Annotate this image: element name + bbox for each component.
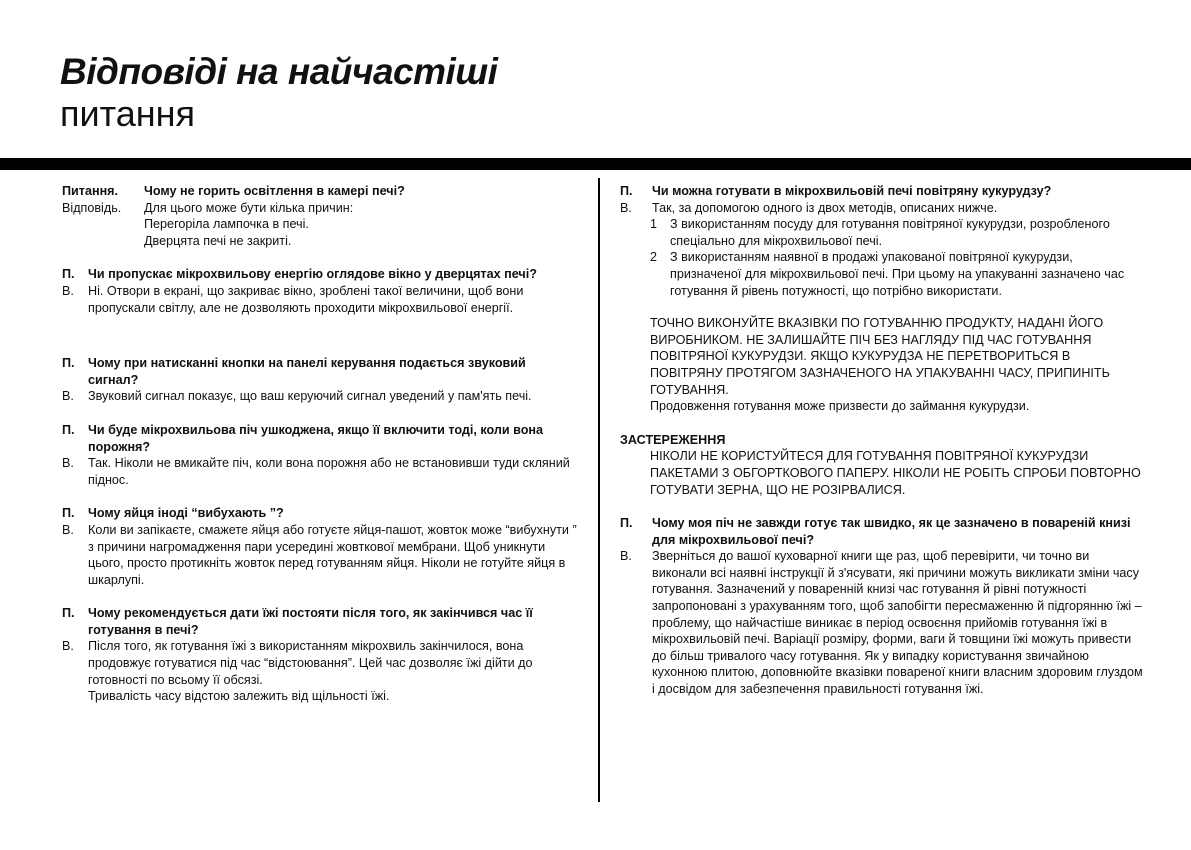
question-text: Чому при натисканні кнопки на панелі керування подається звуковий сигнал? <box>88 356 526 387</box>
answer <box>62 388 577 405</box>
answer-text: Звуковий сигнал показує, що ваш керуючий сигнал уведений у пам'ять печі. <box>88 389 532 404</box>
question-label: П. <box>62 422 75 437</box>
left-column <box>62 183 577 722</box>
question-text: Чому яйця іноді “вибухають ”? <box>88 506 284 521</box>
answer <box>620 200 1145 217</box>
answer <box>62 638 577 688</box>
question-label: П. <box>620 516 633 531</box>
answer <box>62 522 577 588</box>
question-text: Чому рекомендується дати їжі постояти після того, як закінчився час її готування в печі? <box>88 606 533 637</box>
answer-text: Для цього може бути кілька причин: <box>144 200 354 215</box>
qa-window <box>62 266 577 316</box>
question-label: П. <box>620 184 633 198</box>
answer-label: В. <box>620 549 632 564</box>
warning-section <box>620 432 1145 498</box>
list-item-number: 2 <box>650 250 658 265</box>
list-item <box>620 249 1145 299</box>
question-text: Чи буде мікрохвильова піч ушкоджена, якщо її включити тоді, коли вона порожня? <box>88 422 544 454</box>
list-item-text: З використанням посуду для готування повітряної кукурудзи, розробленого спеціально для мікрохвильової печі. <box>670 217 1110 248</box>
question-label: П. <box>62 506 75 521</box>
answer-label: В. <box>62 456 74 471</box>
question-label: Питання. <box>62 184 119 198</box>
answer-note: Тривалість часу відстою залежить від щільності їжі. <box>88 689 390 704</box>
list-item-number: 1 <box>650 217 658 232</box>
question <box>62 266 577 283</box>
question <box>62 422 577 455</box>
answer <box>62 200 577 217</box>
answer-text: Після того, як готування їжі з використанням мікрохвиль закінчилося, вона продовжує готуватися під час “відстоювання”. Цей час дозволяє їжі дійти до готовності по всьому її обсязі. <box>88 639 533 687</box>
answer-label: В. <box>620 200 632 215</box>
answer-label: В. <box>62 639 74 654</box>
list-item-text: З використанням наявної в продажі упакованої повітряної кукурудзи, призначеної для мікрохвильової печі. При цьому на упакуванні зазначено час готування й рівень потужності, що потрібно використати. <box>670 250 1125 298</box>
answer <box>62 283 577 316</box>
answer-text: Коли ви запікаєте, смажете яйця або готуєте яйця-пашот, жовток може “вибухнути ” з причини нагромадження пари усередині жовткової мембрани. Щоб уникнути цього, просто протикніть жовток перед готуванням яйця. Ніколи не готуйте яйця в шкарлупі. <box>88 522 577 587</box>
column-divider <box>598 178 600 802</box>
question <box>62 505 577 522</box>
answer-text: Зверніться до вашої куховарної книги ще раз, щоб перевірити, чи точно ви виконали всі наявні інструкції й з'ясувати, які причини можуть викликати зміни часу готування. Зазначений у поваренній книзі час готування й рівні потужності запропоновані з урахуванням того, щоб запобігти пересмаженню й підгорянню їжі – проблему, що найчастіше виникає в період освоєння прийомів готування їжі в мікрохвильовій печі. Варіації розміру, форми, ваги й товщини їжі можуть привести до більш тривалого часу готування. Як у випадку користування звичайною кухонною плитою, доповнюйте вказівки повареної книги власним здоровим глуздом і досвідом для забезпечення правильності готування їжі. <box>652 549 1143 697</box>
question-label: П. <box>62 267 75 282</box>
qa-beep <box>62 355 577 405</box>
answer-label: Відповідь. <box>62 200 122 215</box>
question-text: Чому не горить освітлення в камері печі? <box>144 184 405 198</box>
question <box>62 183 577 200</box>
answer-text: Так. Ніколи не вмикайте піч, коли вона порожня або не встановивши туди скляний піднос. <box>88 456 570 487</box>
qa-empty-oven <box>62 422 577 488</box>
answer <box>62 455 577 488</box>
answer-label: В. <box>62 389 74 404</box>
answer-label: В. <box>62 283 74 298</box>
question <box>620 515 1145 548</box>
right-column <box>620 183 1145 715</box>
question-text: Чому моя піч не завжди готує так швидко, як це зазначено в повареній книзі для мікрохвильової печі? <box>652 516 1131 547</box>
page-title <box>60 52 497 134</box>
warning-text: НІКОЛИ НЕ КОРИСТУЙТЕСЯ ДЛЯ ГОТУВАННЯ ПОВІТРЯНОЇ КУКУРУДЗИ ПАКЕТАМИ З ОБГОРТКОВОГО ПАПЕРУ. НІКОЛИ НЕ РОБІТЬ СПРОБИ ПОВТОРНО ГОТУВАТИ ЗЕРНА, ЩО НЕ РОЗІРВАЛИСЯ. <box>650 449 1141 497</box>
answer-text: Ні. Отвори в екрані, що закриває вікно, зроблені такої величини, щоб вони пропускали світлу, але не дозволяють проходити мікрохвильової енергії. <box>88 283 524 315</box>
qa-lamp <box>62 183 577 249</box>
question <box>62 605 577 638</box>
answer-text: Так, за допомогою одного із двох методів, описаних нижче. <box>652 200 998 215</box>
popcorn-instructions: ТОЧНО ВИКОНУЙТЕ ВКАЗІВКИ ПО ГОТУВАННЮ ПРОДУКТУ, НАДАНІ ЙОГО ВИРОБНИКОМ. НЕ ЗАЛИШАЙТЕ ПІЧ БЕЗ НАГЛЯДУ ПІД ЧАС ГОТУВАННЯ ПОВІТРЯНОЇ КУКУРУДЗИ. ЯКЩО КУКУРУДЗА НЕ ПЕРЕТВОРИТЬСЯ В ПОВІТРЯНУ ПРОТЯГОМ ЗАЗНАЧЕНОГО НА УПАКУВАННІ ЧАСУ, ПРИПИНІТЬ ГОТУВАННЯ. <box>650 316 1110 397</box>
qa-standing-time <box>62 605 577 705</box>
qa-eggs <box>62 505 577 588</box>
page-title-sub: питання <box>60 93 195 134</box>
question-text: Чи можна готувати в мікрохвильовій печі повітряну кукурудзу? <box>652 184 1052 198</box>
answer <box>620 548 1145 697</box>
question <box>620 183 1145 200</box>
question-label: П. <box>62 606 75 621</box>
answer-item: Дверцята печі не закриті. <box>144 233 292 248</box>
page-title-main: Відповіді на найчастіші <box>60 51 498 92</box>
list-item <box>620 216 1145 249</box>
header-rule <box>0 158 1191 170</box>
qa-cooking-time <box>620 515 1145 698</box>
question-text: Чи пропускає мікрохвильову енергію оглядове вікно у дверцятах печі? <box>88 267 537 282</box>
warning-heading: ЗАСТЕРЕЖЕННЯ <box>620 432 726 447</box>
qa-popcorn <box>620 183 1145 415</box>
question <box>62 355 577 388</box>
question-label: П. <box>62 356 75 371</box>
popcorn-note: Продовження готування може призвести до займання кукурудзи. <box>650 399 1030 414</box>
answer-label: В. <box>62 522 74 537</box>
answer-item: Перегоріла лампочка в печі. <box>144 217 309 232</box>
